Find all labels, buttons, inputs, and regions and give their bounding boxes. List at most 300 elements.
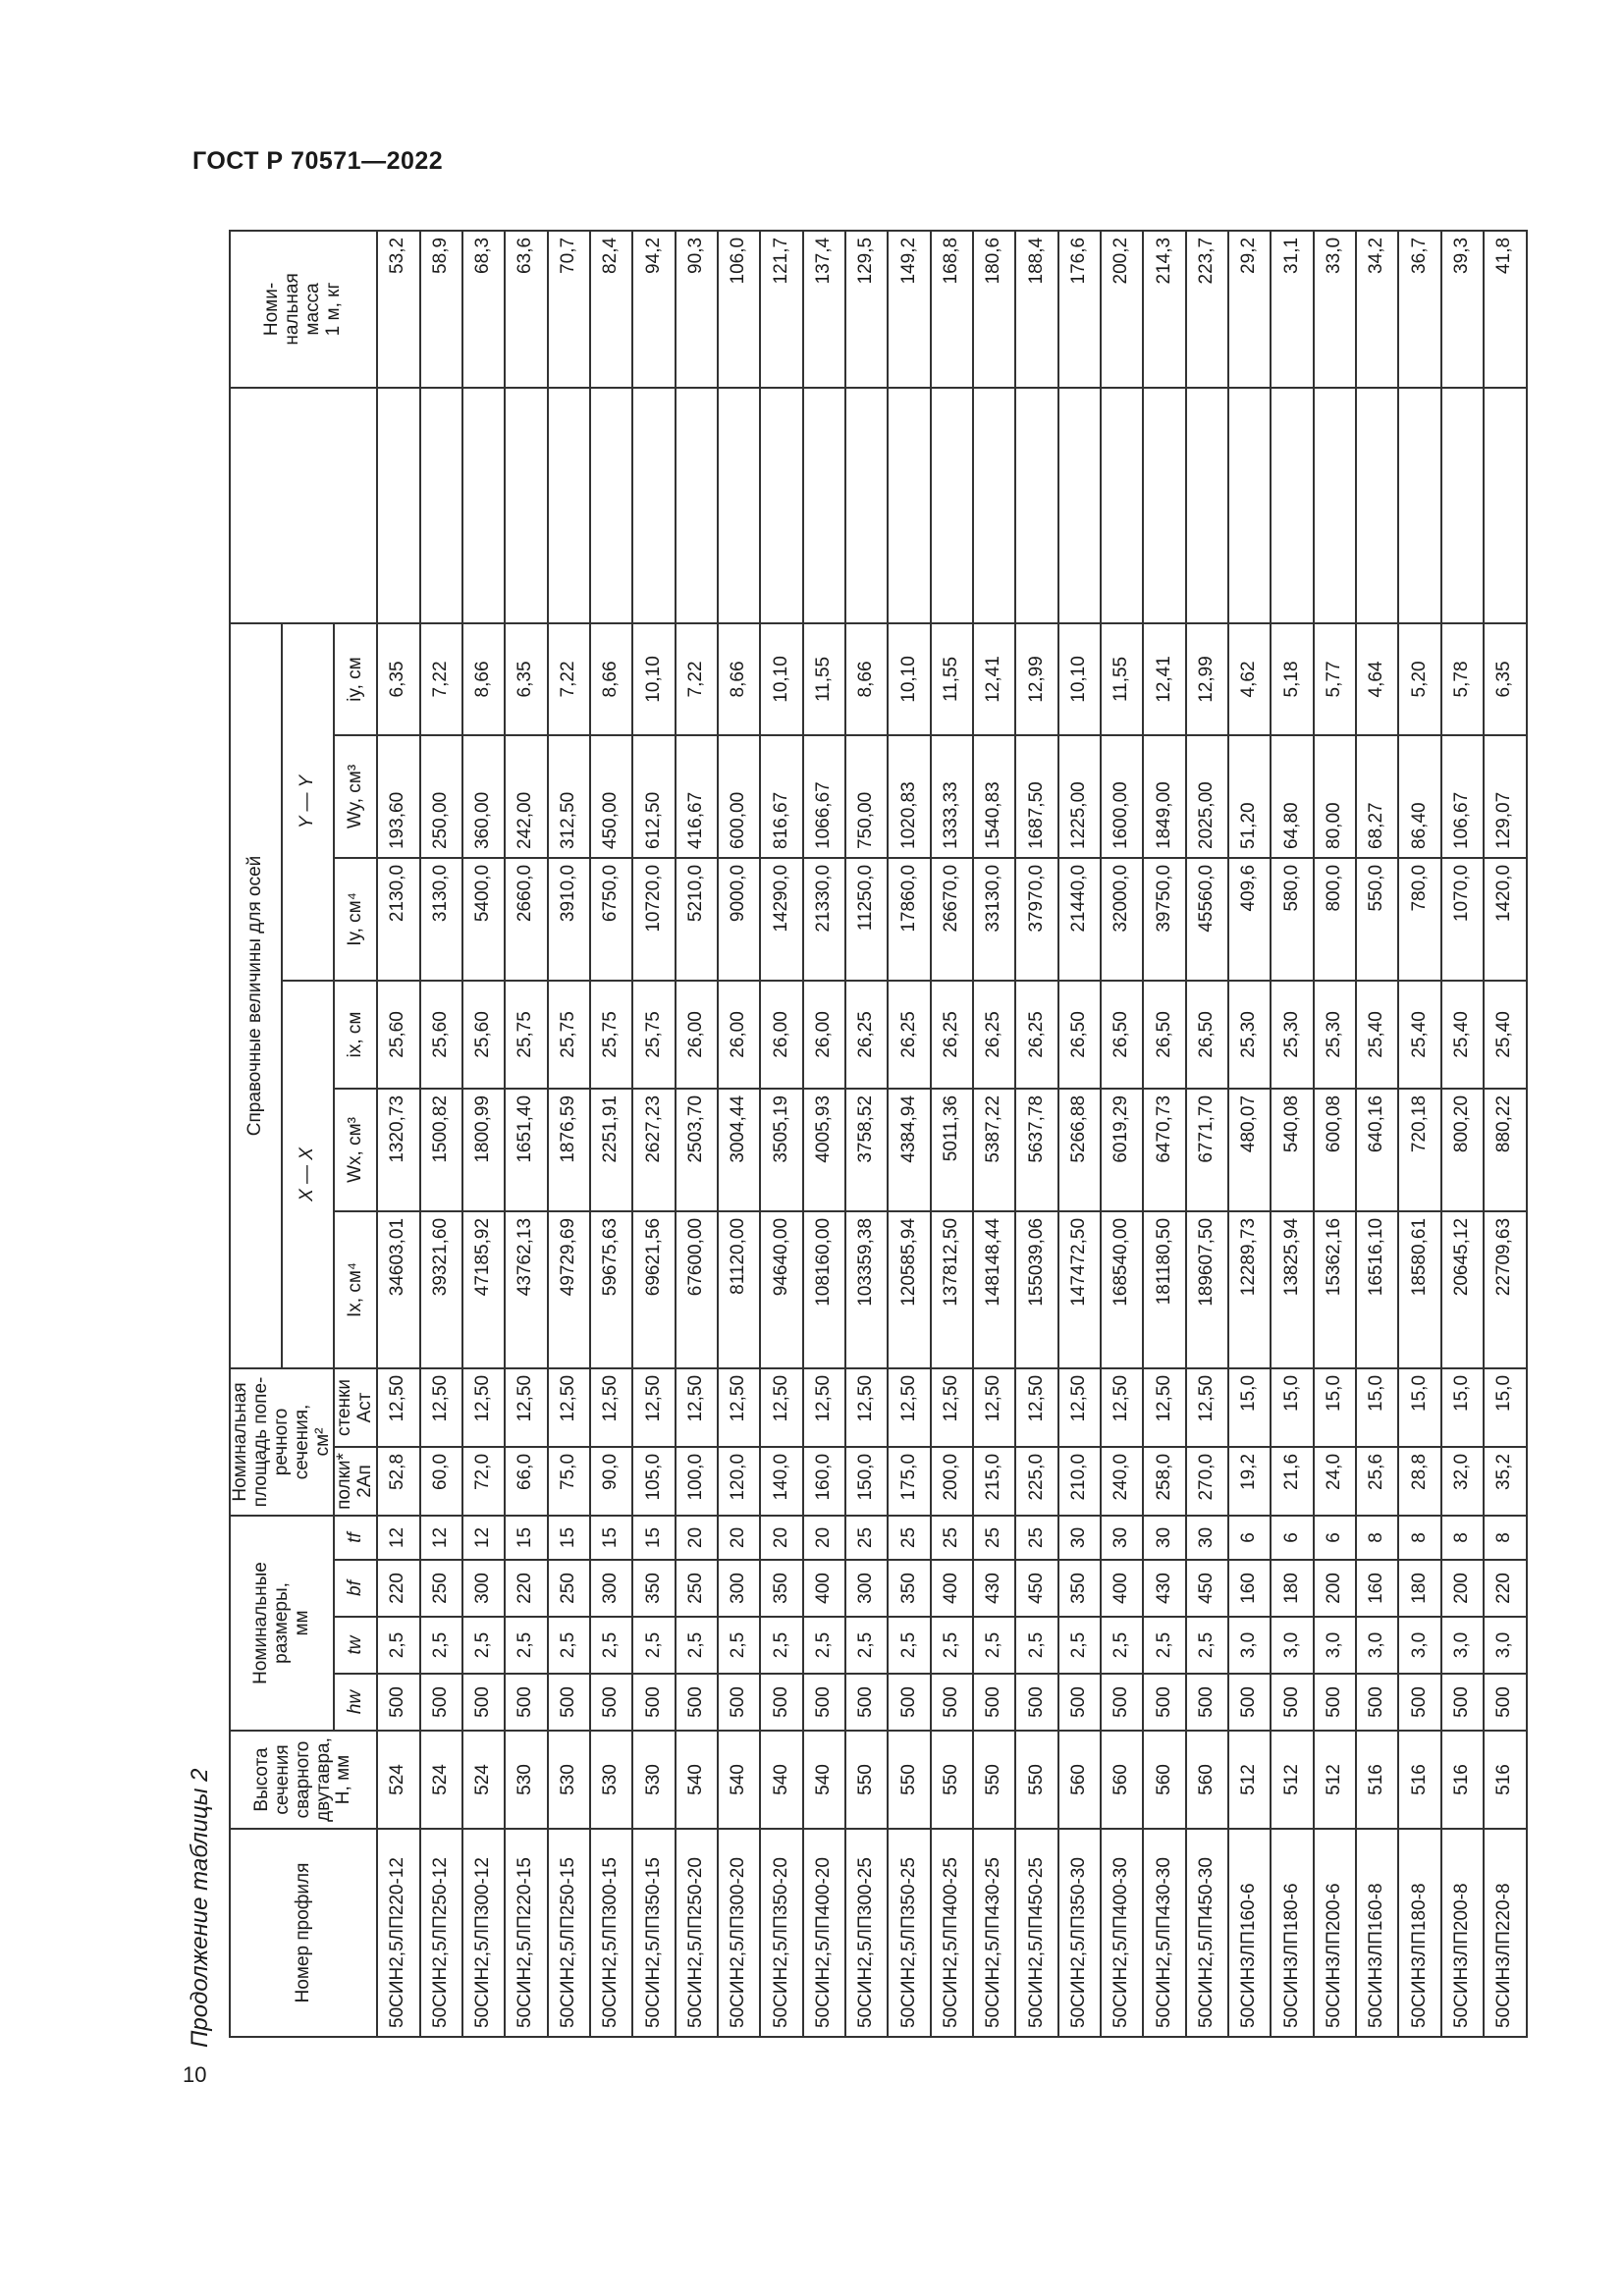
- cell-iy: 14290,0: [760, 858, 802, 981]
- cell-mass: 41,8: [1484, 231, 1527, 388]
- cell-wy: 2025,00: [1186, 735, 1228, 858]
- cell-h: 560: [1058, 1731, 1101, 1829]
- cell-ix: 26,00: [676, 981, 718, 1089]
- cell-ix: 25,75: [632, 981, 675, 1089]
- cell-hw: 500: [803, 1674, 845, 1731]
- cell-iy: 7,22: [420, 623, 462, 735]
- cell-bf: 400: [1101, 1560, 1143, 1617]
- cell-ix: 43762,13: [505, 1211, 547, 1368]
- cell-a-shelf: 24,0: [1314, 1447, 1356, 1516]
- cell-bf: 430: [973, 1560, 1015, 1617]
- cell-iy: 2660,0: [505, 858, 547, 981]
- cell-iy: 10,10: [1058, 623, 1101, 735]
- cell-ix: 120585,94: [888, 1211, 930, 1368]
- cell-a-web: 12,50: [676, 1368, 718, 1447]
- table-row: [420, 231, 462, 2037]
- header-wy: Wy, см³: [334, 735, 377, 858]
- table-row: [1228, 231, 1271, 2037]
- cell-bf: 300: [590, 1560, 632, 1617]
- cell-h: 516: [1441, 1731, 1484, 1829]
- cell-iy: 1420,0: [1484, 858, 1527, 981]
- cell-empty: [1356, 388, 1398, 623]
- cell-tw: 2,5: [888, 1617, 930, 1674]
- cell-wx: 800,20: [1441, 1089, 1484, 1211]
- cell-profile: 50СИН2,5ЛП220-15: [505, 1829, 547, 2037]
- cell-wy: 816,67: [760, 735, 802, 858]
- cell-hw: 500: [676, 1674, 718, 1731]
- cell-a-web: 15,0: [1398, 1368, 1440, 1447]
- cell-wy: 612,50: [632, 735, 675, 858]
- cell-empty: [1058, 388, 1101, 623]
- cell-wy: 1600,00: [1101, 735, 1143, 858]
- cell-a-web: 12,50: [632, 1368, 675, 1447]
- cell-empty: [505, 388, 547, 623]
- cell-tf: 8: [1356, 1516, 1398, 1560]
- cell-tf: 30: [1186, 1516, 1228, 1560]
- cell-ix: 25,40: [1356, 981, 1398, 1089]
- cell-ix: 25,60: [377, 981, 419, 1089]
- cell-tw: 2,5: [462, 1617, 505, 1674]
- cell-iy: 10720,0: [632, 858, 675, 981]
- cell-a-shelf: 160,0: [803, 1447, 845, 1516]
- cell-profile: 50СИН2,5ЛП300-20: [718, 1829, 760, 2037]
- cell-profile: 50СИН2,5ЛП450-25: [1015, 1829, 1057, 2037]
- cell-a-web: 12,50: [548, 1368, 590, 1447]
- cell-h: 550: [931, 1731, 973, 1829]
- cell-ix: 26,25: [888, 981, 930, 1089]
- cell-empty: [845, 388, 888, 623]
- cell-tf: 20: [676, 1516, 718, 1560]
- cell-wx: 2251,91: [590, 1089, 632, 1211]
- cell-ix: 34603,01: [377, 1211, 419, 1368]
- cell-empty: [1186, 388, 1228, 623]
- cell-bf: 200: [1314, 1560, 1356, 1617]
- cell-h: 530: [548, 1731, 590, 1829]
- cell-a-web: 12,50: [505, 1368, 547, 1447]
- cell-empty: [931, 388, 973, 623]
- cell-a-shelf: 75,0: [548, 1447, 590, 1516]
- header-web-area: стенки Aст: [334, 1368, 377, 1447]
- cell-profile: 50СИН2,5ЛП400-30: [1101, 1829, 1143, 2037]
- table-row: [505, 231, 547, 2037]
- table-body: [377, 231, 1526, 2037]
- cell-empty: [1015, 388, 1057, 623]
- cell-iy: 5400,0: [462, 858, 505, 981]
- cell-tf: 15: [505, 1516, 547, 1560]
- cell-iy: 6,35: [505, 623, 547, 735]
- cell-wx: 6019,29: [1101, 1089, 1143, 1211]
- cell-bf: 220: [1484, 1560, 1527, 1617]
- cell-iy: 2130,0: [377, 858, 419, 981]
- cell-tw: 2,5: [548, 1617, 590, 1674]
- cell-ix: 49729,69: [548, 1211, 590, 1368]
- table-row: [548, 231, 590, 2037]
- cell-wy: 1540,83: [973, 735, 1015, 858]
- cell-ix: 25,75: [505, 981, 547, 1089]
- cell-empty: [1101, 388, 1143, 623]
- cell-a-shelf: 175,0: [888, 1447, 930, 1516]
- cell-hw: 500: [632, 1674, 675, 1731]
- cell-iy: 5,78: [1441, 623, 1484, 735]
- header-hw: hw: [334, 1674, 377, 1731]
- cell-bf: 180: [1271, 1560, 1313, 1617]
- cell-profile: 50СИН3ЛП200-6: [1314, 1829, 1356, 2037]
- cell-iy: 17860,0: [888, 858, 930, 981]
- cell-wy: 312,50: [548, 735, 590, 858]
- cell-tf: 6: [1271, 1516, 1313, 1560]
- cell-mass: 94,2: [632, 231, 675, 388]
- cell-ix: 181180,50: [1143, 1211, 1185, 1368]
- cell-a-shelf: 210,0: [1058, 1447, 1101, 1516]
- cell-a-web: 12,50: [420, 1368, 462, 1447]
- cell-ix: 26,00: [760, 981, 802, 1089]
- cell-wy: 750,00: [845, 735, 888, 858]
- cell-tw: 2,5: [632, 1617, 675, 1674]
- cell-profile: 50СИН2,5ЛП350-15: [632, 1829, 675, 2037]
- cell-empty: [632, 388, 675, 623]
- cell-a-web: 12,50: [590, 1368, 632, 1447]
- cell-h: 524: [377, 1731, 419, 1829]
- header-reference: Справочные величины для осей: [230, 623, 282, 1368]
- cell-empty: [888, 388, 930, 623]
- cell-hw: 500: [1441, 1674, 1484, 1731]
- cell-profile: 50СИН2,5ЛП350-25: [888, 1829, 930, 2037]
- cell-h: 530: [505, 1731, 547, 1829]
- cell-bf: 250: [420, 1560, 462, 1617]
- cell-ix: 26,25: [973, 981, 1015, 1089]
- cell-h: 512: [1314, 1731, 1356, 1829]
- cell-ix: 26,25: [1015, 981, 1057, 1089]
- cell-wx: 5011,36: [931, 1089, 973, 1211]
- cell-profile: 50СИН2,5ЛП300-12: [462, 1829, 505, 2037]
- header-empty: [230, 388, 377, 623]
- cell-mass: 39,3: [1441, 231, 1484, 388]
- cell-mass: 223,7: [1186, 231, 1228, 388]
- cell-hw: 500: [760, 1674, 802, 1731]
- cell-iy: 12,41: [973, 623, 1015, 735]
- cell-a-web: 12,50: [1015, 1368, 1057, 1447]
- cell-a-shelf: 200,0: [931, 1447, 973, 1516]
- cell-mass: 180,6: [973, 231, 1015, 388]
- cell-ix: 26,50: [1101, 981, 1143, 1089]
- cell-tw: 2,5: [845, 1617, 888, 1674]
- cell-iy: 8,66: [845, 623, 888, 735]
- cell-ix: 25,60: [420, 981, 462, 1089]
- cell-iy: 5210,0: [676, 858, 718, 981]
- table-row: [1101, 231, 1143, 2037]
- cell-profile: 50СИН3ЛП220-8: [1484, 1829, 1527, 2037]
- cell-wx: 5266,88: [1058, 1089, 1101, 1211]
- cell-ix: 25,30: [1228, 981, 1271, 1089]
- cell-wx: 880,22: [1484, 1089, 1527, 1211]
- cell-empty: [462, 388, 505, 623]
- cell-hw: 500: [1143, 1674, 1185, 1731]
- cell-tw: 3,0: [1441, 1617, 1484, 1674]
- cell-tw: 2,5: [505, 1617, 547, 1674]
- cell-iy: 409,6: [1228, 858, 1271, 981]
- cell-profile: 50СИН3ЛП160-8: [1356, 1829, 1398, 2037]
- cell-tf: 20: [803, 1516, 845, 1560]
- cell-iy: 12,99: [1186, 623, 1228, 735]
- cell-tf: 25: [888, 1516, 930, 1560]
- cell-tw: 2,5: [760, 1617, 802, 1674]
- cell-h: 560: [1101, 1731, 1143, 1829]
- cell-mass: 214,3: [1143, 231, 1185, 388]
- cell-iy: 26670,0: [931, 858, 973, 981]
- cell-h: 560: [1143, 1731, 1185, 1829]
- cell-a-shelf: 240,0: [1101, 1447, 1143, 1516]
- cell-h: 560: [1186, 1731, 1228, 1829]
- header-mass: Номи- нальная масса 1 м, кг: [230, 231, 377, 388]
- cell-wx: 1320,73: [377, 1089, 419, 1211]
- cell-iy: 6,35: [377, 623, 419, 735]
- table-row: [760, 231, 802, 2037]
- header-area: Номинальная площадь попе- речного сечения, см²: [230, 1368, 334, 1516]
- cell-a-web: 12,50: [973, 1368, 1015, 1447]
- cell-empty: [760, 388, 802, 623]
- cell-profile: 50СИН3ЛП180-6: [1271, 1829, 1313, 2037]
- cell-hw: 500: [1314, 1674, 1356, 1731]
- cell-ix: 26,00: [803, 981, 845, 1089]
- cell-h: 516: [1484, 1731, 1527, 1829]
- cell-mass: 34,2: [1356, 231, 1398, 388]
- cell-ix: 25,30: [1271, 981, 1313, 1089]
- cell-wy: 86,40: [1398, 735, 1440, 858]
- cell-bf: 350: [632, 1560, 675, 1617]
- cell-ix: 25,60: [462, 981, 505, 1089]
- cell-hw: 500: [973, 1674, 1015, 1731]
- cell-wx: 2503,70: [676, 1089, 718, 1211]
- cell-tf: 15: [632, 1516, 675, 1560]
- cell-iy: 1070,0: [1441, 858, 1484, 981]
- cell-tw: 2,5: [676, 1617, 718, 1674]
- cell-tf: 8: [1398, 1516, 1440, 1560]
- cell-empty: [590, 388, 632, 623]
- cell-iy: 580,0: [1271, 858, 1313, 981]
- profile-table: [229, 230, 1528, 2038]
- cell-iy: 10,10: [632, 623, 675, 735]
- cell-a-shelf: 150,0: [845, 1447, 888, 1516]
- cell-bf: 430: [1143, 1560, 1185, 1617]
- cell-empty: [420, 388, 462, 623]
- header-tw: tw: [334, 1617, 377, 1674]
- cell-a-shelf: 35,2: [1484, 1447, 1527, 1516]
- cell-a-web: 12,50: [1058, 1368, 1101, 1447]
- cell-mass: 129,5: [845, 231, 888, 388]
- cell-tf: 30: [1058, 1516, 1101, 1560]
- table-row: [1441, 231, 1484, 2037]
- cell-ix: 15362,16: [1314, 1211, 1356, 1368]
- cell-profile: 50СИН2,5ЛП430-30: [1143, 1829, 1185, 2037]
- cell-mass: 106,0: [718, 231, 760, 388]
- cell-tf: 25: [1015, 1516, 1057, 1560]
- cell-h: 540: [760, 1731, 802, 1829]
- cell-ix: 189607,50: [1186, 1211, 1228, 1368]
- cell-hw: 500: [1015, 1674, 1057, 1731]
- cell-tw: 2,5: [1186, 1617, 1228, 1674]
- cell-ix: 16516,10: [1356, 1211, 1398, 1368]
- cell-a-shelf: 100,0: [676, 1447, 718, 1516]
- cell-iy: 8,66: [718, 623, 760, 735]
- cell-bf: 180: [1398, 1560, 1440, 1617]
- cell-ix: 94640,00: [760, 1211, 802, 1368]
- cell-a-web: 12,50: [377, 1368, 419, 1447]
- cell-bf: 200: [1441, 1560, 1484, 1617]
- cell-tf: 30: [1143, 1516, 1185, 1560]
- cell-h: 512: [1271, 1731, 1313, 1829]
- cell-ix: 22709,63: [1484, 1211, 1527, 1368]
- cell-wy: 1687,50: [1015, 735, 1057, 858]
- cell-profile: 50СИН2,5ЛП250-15: [548, 1829, 590, 2037]
- header-iy-moment: Iy, см⁴: [334, 858, 377, 981]
- cell-ix: 155039,06: [1015, 1211, 1057, 1368]
- cell-h: 540: [676, 1731, 718, 1829]
- cell-mass: 82,4: [590, 231, 632, 388]
- cell-iy: 11,55: [931, 623, 973, 735]
- cell-wy: 242,00: [505, 735, 547, 858]
- cell-ix: 47185,92: [462, 1211, 505, 1368]
- cell-tw: 3,0: [1314, 1617, 1356, 1674]
- cell-tw: 3,0: [1398, 1617, 1440, 1674]
- cell-a-shelf: 28,8: [1398, 1447, 1440, 1516]
- cell-wy: 1333,33: [931, 735, 973, 858]
- table-row: [718, 231, 760, 2037]
- cell-bf: 450: [1186, 1560, 1228, 1617]
- cell-a-web: 12,50: [931, 1368, 973, 1447]
- cell-ix: 18580,61: [1398, 1211, 1440, 1368]
- header-bf: bf: [334, 1560, 377, 1617]
- cell-ix: 81120,00: [718, 1211, 760, 1368]
- cell-bf: 350: [760, 1560, 802, 1617]
- header-iy-radius: iy, см: [334, 623, 377, 735]
- cell-a-web: 12,50: [845, 1368, 888, 1447]
- cell-tf: 8: [1484, 1516, 1527, 1560]
- cell-tf: 30: [1101, 1516, 1143, 1560]
- cell-ix: 25,40: [1484, 981, 1527, 1089]
- cell-empty: [1228, 388, 1271, 623]
- cell-iy: 10,10: [888, 623, 930, 735]
- cell-wx: 6771,70: [1186, 1089, 1228, 1211]
- cell-wy: 360,00: [462, 735, 505, 858]
- cell-wx: 720,18: [1398, 1089, 1440, 1211]
- header-axis-y: Y — Y: [282, 623, 334, 981]
- cell-mass: 36,7: [1398, 231, 1440, 388]
- cell-empty: [1441, 388, 1484, 623]
- cell-empty: [377, 388, 419, 623]
- cell-h: 530: [632, 1731, 675, 1829]
- cell-hw: 500: [590, 1674, 632, 1731]
- table-container: [229, 232, 1515, 2038]
- table-row: [632, 231, 675, 2037]
- cell-iy: 39750,0: [1143, 858, 1185, 981]
- cell-empty: [803, 388, 845, 623]
- cell-iy: 37970,0: [1015, 858, 1057, 981]
- cell-wy: 129,07: [1484, 735, 1527, 858]
- cell-bf: 350: [888, 1560, 930, 1617]
- cell-hw: 500: [718, 1674, 760, 1731]
- cell-mass: 29,2: [1228, 231, 1271, 388]
- cell-ix: 26,25: [931, 981, 973, 1089]
- cell-profile: 50СИН3ЛП180-8: [1398, 1829, 1440, 2037]
- cell-wx: 5387,22: [973, 1089, 1015, 1211]
- table-row: [973, 231, 1015, 2037]
- document-title: ГОСТ Р 70571—2022: [192, 147, 444, 175]
- cell-hw: 500: [1228, 1674, 1271, 1731]
- cell-bf: 220: [505, 1560, 547, 1617]
- cell-h: 540: [718, 1731, 760, 1829]
- cell-iy: 21330,0: [803, 858, 845, 981]
- cell-a-shelf: 60,0: [420, 1447, 462, 1516]
- header-profile: Номер профиля: [230, 1829, 377, 2037]
- cell-tf: 20: [718, 1516, 760, 1560]
- cell-h: 516: [1398, 1731, 1440, 1829]
- cell-a-web: 15,0: [1484, 1368, 1527, 1447]
- cell-iy: 3130,0: [420, 858, 462, 981]
- cell-mass: 121,7: [760, 231, 802, 388]
- cell-ix: 39321,60: [420, 1211, 462, 1368]
- cell-hw: 500: [377, 1674, 419, 1731]
- cell-a-web: 12,50: [718, 1368, 760, 1447]
- cell-wy: 106,67: [1441, 735, 1484, 858]
- cell-empty: [1398, 388, 1440, 623]
- cell-tw: 2,5: [1058, 1617, 1101, 1674]
- cell-tf: 25: [931, 1516, 973, 1560]
- cell-a-shelf: 32,0: [1441, 1447, 1484, 1516]
- cell-tw: 2,5: [1101, 1617, 1143, 1674]
- header-wx: Wx, см³: [334, 1089, 377, 1211]
- cell-a-web: 12,50: [1101, 1368, 1143, 1447]
- cell-ix: 25,75: [590, 981, 632, 1089]
- cell-a-web: 12,50: [888, 1368, 930, 1447]
- cell-iy: 5,18: [1271, 623, 1313, 735]
- cell-ix: 13825,94: [1271, 1211, 1313, 1368]
- table-row: [1015, 231, 1057, 2037]
- cell-hw: 500: [1398, 1674, 1440, 1731]
- cell-ix: 25,40: [1398, 981, 1440, 1089]
- cell-wx: 4005,93: [803, 1089, 845, 1211]
- cell-h: 516: [1356, 1731, 1398, 1829]
- cell-ix: 103359,38: [845, 1211, 888, 1368]
- cell-profile: 50СИН2,5ЛП220-12: [377, 1829, 419, 2037]
- cell-iy: 5,20: [1398, 623, 1440, 735]
- cell-wy: 193,60: [377, 735, 419, 858]
- cell-iy: 6,35: [1484, 623, 1527, 735]
- cell-wy: 416,67: [676, 735, 718, 858]
- cell-profile: 50СИН3ЛП200-8: [1441, 1829, 1484, 2037]
- cell-mass: 137,4: [803, 231, 845, 388]
- table-row: [1398, 231, 1440, 2037]
- cell-tf: 15: [548, 1516, 590, 1560]
- table-row: [845, 231, 888, 2037]
- table-row: [1356, 231, 1398, 2037]
- cell-iy: 7,22: [676, 623, 718, 735]
- cell-tw: 2,5: [931, 1617, 973, 1674]
- cell-bf: 350: [1058, 1560, 1101, 1617]
- cell-h: 550: [845, 1731, 888, 1829]
- cell-a-web: 12,50: [803, 1368, 845, 1447]
- cell-bf: 160: [1228, 1560, 1271, 1617]
- cell-wx: 640,16: [1356, 1089, 1398, 1211]
- table-row: [803, 231, 845, 2037]
- cell-h: 550: [888, 1731, 930, 1829]
- cell-bf: 250: [548, 1560, 590, 1617]
- cell-tw: 2,5: [1015, 1617, 1057, 1674]
- cell-h: 540: [803, 1731, 845, 1829]
- cell-mass: 168,8: [931, 231, 973, 388]
- cell-a-web: 12,50: [760, 1368, 802, 1447]
- header-tf: tf: [334, 1516, 377, 1560]
- cell-tf: 12: [420, 1516, 462, 1560]
